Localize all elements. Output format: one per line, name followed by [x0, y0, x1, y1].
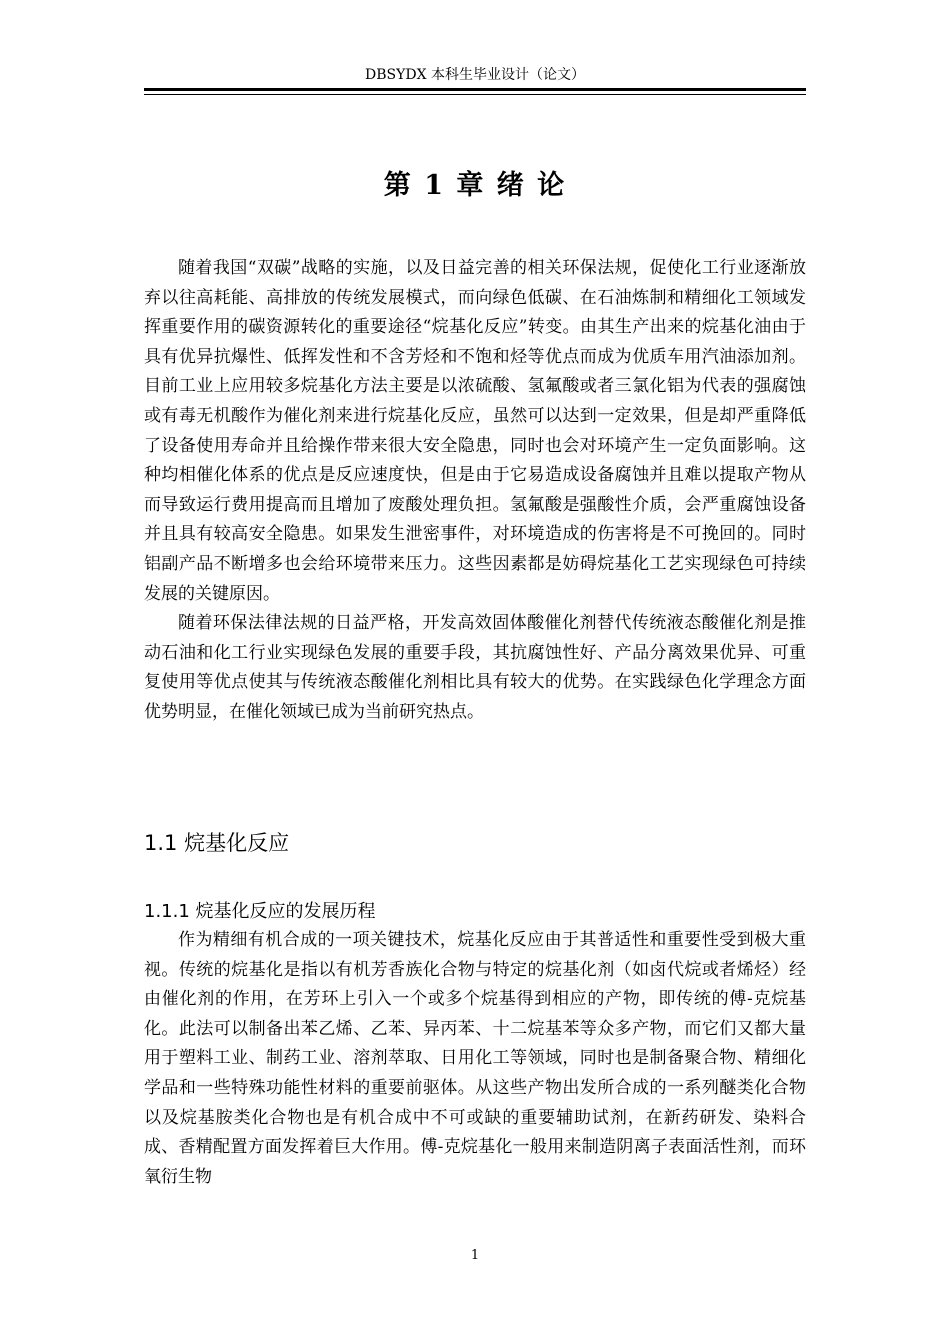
section-1-1-1-paragraph-1: 作为精细有机合成的一项关键技术，烷基化反应由于其普适性和重要性受到极大重视。传统的烷基化是指以有机芳香族化合物与特定的烷基化剂（如卤代烷或者烯烃）经由催化剂的作用，在芳环上引入一个或多个烷基得到相应的产物，即传统的傅-克烷基化。此法可以制备出苯乙烯、乙苯、异丙苯、十二烷基苯等众多产物，而它们又都大量用于塑料工业、制药工业、溶剂萃取、日用化工等领域，同时也是制备聚合物、精细化学品和一些特殊功能性材料的重要前驱体。从这些产物出发所合成的一系列醚类化合物以及烷基胺类化合物也是有机合成中不可或缺的重要辅助试剂，在新药研发、染料合成、香精配置方面发挥着巨大作用。傅-克烷基化一般用来制造阴离子表面活性剂，而环氧衍生物	[144, 930, 806, 1187]
intro-text	[144, 254, 806, 728]
chapter-title: 第 1 章 绪 论	[383, 170, 567, 201]
section-heading-1-1-1: 1.1.1 烷基化反应的发展历程	[144, 901, 376, 922]
intro-paragraph-2: 随着环保法律法规的日益严格，开发高效固体酸催化剂替代传统液态酸催化剂是推动石油和化工行业实现绿色发展的重要手段，其抗腐蚀性好、产品分离效果优异、可重复使用等优点使其与传统液态酸催化剂相比具有较大的优势。在实践绿色化学理念方面优势明显，在催化领域已成为当前研究热点。	[144, 613, 806, 722]
header-rule-thick	[144, 88, 806, 91]
header-rule-thin	[144, 94, 806, 95]
section-heading-1-1: 1.1 烷基化反应	[144, 831, 290, 855]
section-1-1-1-text	[144, 926, 806, 1192]
intro-paragraph-1: 随着我国“双碳”战略的实施，以及日益完善的相关环保法规，促使化工行业逐渐放弃以往高耗能、高排放的传统发展模式，而向绿色低碳、在石油炼制和精细化工领域发挥重要作用的碳资源转化的重要途径“烷基化反应”转变。由其生产出来的烷基化油由于具有优异抗爆性、低挥发性和不含芳烃和不饱和烃等优点而成为优质车用汽油添加剂。目前工业上应用较多烷基化方法主要是以浓硫酸、氢氟酸或者三氯化铝为代表的强腐蚀或有毒无机酸作为催化剂来进行烷基化反应，虽然可以达到一定效果，但是却严重降低了设备使用寿命并且给操作带来很大安全隐患，同时也会对环境产生一定负面影响。这种均相催化体系的优点是反应速度快，但是由于它易造成设备腐蚀并且难以提取产物从而导致运行费用提高而且增加了废酸处理负担。氢氟酸是强酸性介质，会严重腐蚀设备并且具有较高安全隐患。如果发生泄密事件，对环境造成的伤害将是不可挽回的。同时铝副产品不断增多也会给环境带来压力。这些因素都是妨碍烷基化工艺实现绿色可持续发展的关键原因。	[144, 258, 806, 604]
page-number: 1	[470, 1248, 480, 1263]
running-header: DBSYDX 本科生毕业设计（论文）	[365, 67, 585, 83]
